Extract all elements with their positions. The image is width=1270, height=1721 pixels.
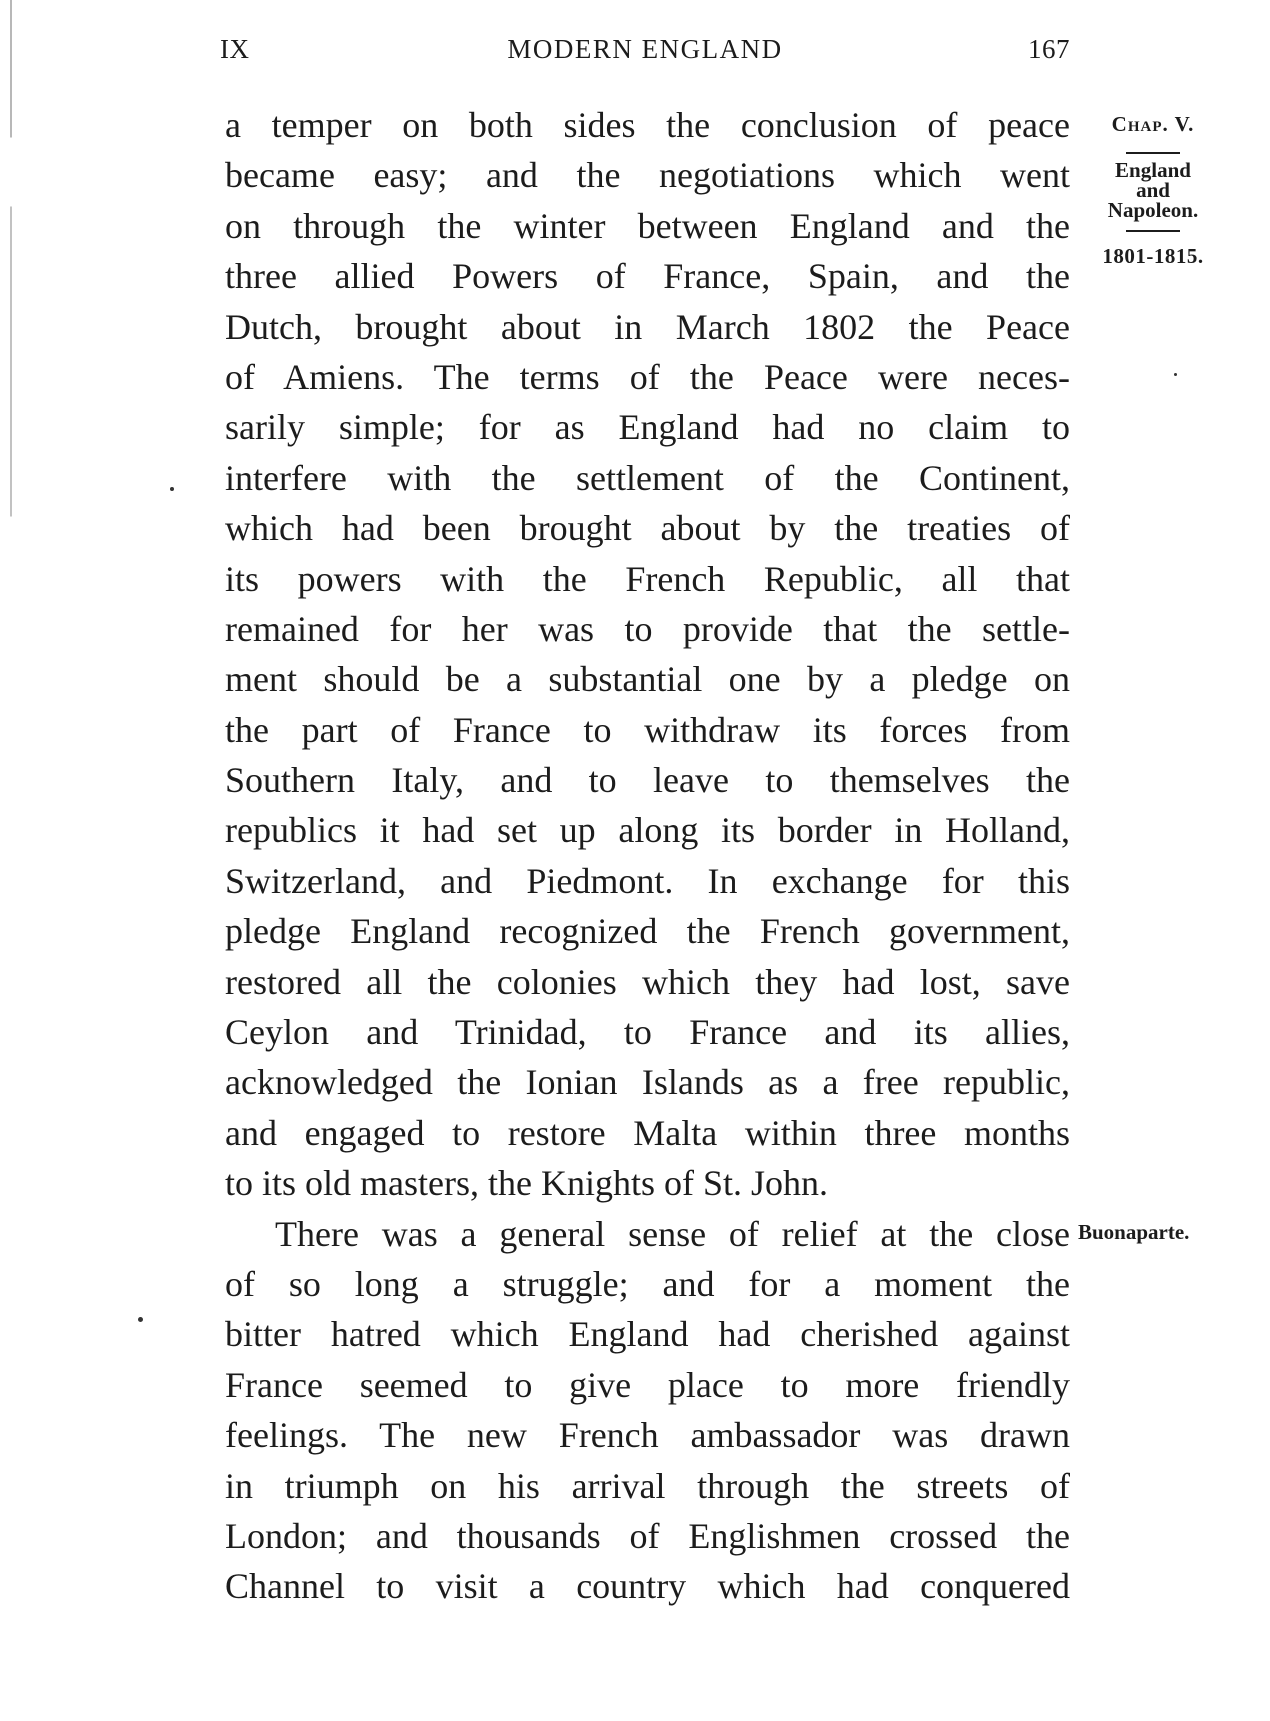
text-line: Dutch, brought about in March 1802 the Peace	[225, 306, 1070, 347]
margin-rule-bottom	[1126, 230, 1180, 232]
text-line: which had been brought about by the treaties of	[225, 508, 1070, 549]
text-line: There was a general sense of relief at the close	[275, 1213, 1070, 1254]
text-line: sarily simple; for as England had no claim to	[225, 407, 1070, 448]
text-line: acknowledged the Ionian Islands as a free republic,	[225, 1062, 1070, 1103]
chapter-roman-numeral: IX	[220, 34, 250, 64]
text-line: interfere with the settlement of the Continent,	[225, 457, 1070, 498]
margin-rule-top	[1126, 152, 1180, 154]
text-line: republics it had set up along its border in Holland,	[225, 810, 1070, 851]
margin-topic	[1088, 160, 1218, 220]
ink-speck	[138, 1317, 143, 1322]
text-line: Channel to visit a country which had conquered	[225, 1566, 1070, 1607]
text-line: of Amiens. The terms of the Peace were neces-	[225, 356, 1070, 397]
text-line: restored all the colonies which they had lost, save	[225, 961, 1070, 1002]
book-title: MODERN ENGLAND	[507, 34, 783, 64]
margin-note-buonaparte: Buonaparte.	[1078, 1220, 1190, 1244]
text-line: three allied Powers of France, Spain, and the	[225, 256, 1070, 297]
ink-speck	[1174, 373, 1177, 376]
text-line: its powers with the French Republic, all that	[225, 558, 1070, 599]
text-line: on through the winter between England and the	[225, 205, 1070, 246]
margin-topic-line: England	[1115, 158, 1191, 182]
text-line: of so long a struggle; and for a moment the	[225, 1263, 1070, 1304]
page-edge	[10, 0, 12, 1721]
text-line: remained for her was to provide that the settle-	[225, 608, 1070, 649]
text-line: Ceylon and Trinidad, to France and its allies,	[225, 1012, 1070, 1053]
text-line: a temper on both sides the conclusion of peace	[225, 105, 1070, 145]
page-number: 167	[1028, 34, 1070, 64]
text-line: feelings. The new French ambassador was drawn	[225, 1415, 1070, 1456]
text-line: pledge England recognized the French government,	[225, 911, 1070, 952]
body-text	[225, 100, 1070, 1612]
text-line: France seemed to give place to more friendly	[225, 1364, 1070, 1405]
text-line: Switzerland, and Piedmont. In exchange for this	[225, 860, 1070, 901]
text-line: and engaged to restore Malta within three months	[225, 1112, 1070, 1153]
text-line: in triumph on his arrival through the streets of	[225, 1465, 1070, 1506]
text-line: Southern Italy, and to leave to themselves the	[225, 760, 1070, 801]
margin-chap-label: Chap. V.	[1111, 112, 1195, 136]
ink-speck	[170, 487, 174, 491]
text-line: became easy; and the negotiations which went	[225, 155, 1070, 196]
running-head	[220, 30, 1070, 70]
text-line: ment should be a substantial one by a pledge on	[225, 659, 1070, 700]
margin-topic-line: Napoleon.	[1107, 198, 1199, 222]
margin-topic-line: and	[1136, 178, 1170, 202]
text-line: the part of France to withdraw its forces from	[225, 709, 1070, 750]
margin-note-chapter	[1088, 114, 1218, 266]
text-line: London; and thousands of Englishmen crossed the	[225, 1515, 1070, 1556]
text-line: to its old masters, the Knights of St. John.	[225, 1163, 828, 1204]
text-line: bitter hatred which England had cherished against	[225, 1314, 1070, 1355]
margin-dates: 1801-1815.	[1102, 244, 1204, 268]
